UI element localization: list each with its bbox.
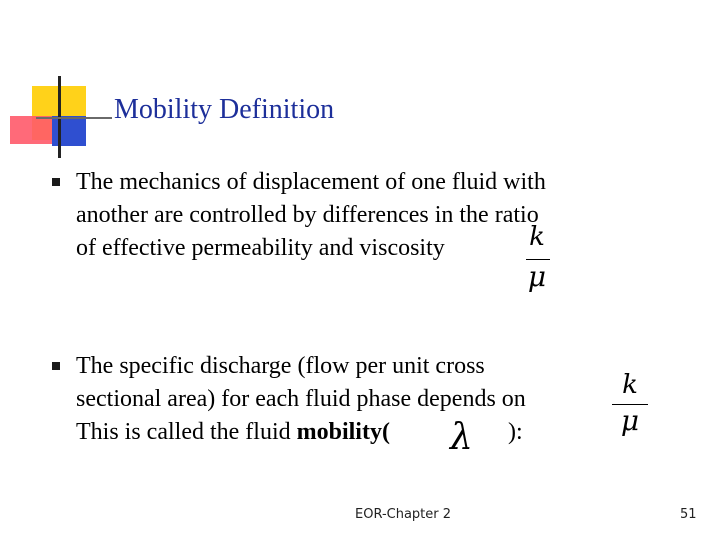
open-paren: ( [381, 419, 390, 445]
fraction-denominator: μ [527, 260, 547, 293]
bullet-1-line-1: The mechanics of displacement of one fluid with [76, 169, 546, 195]
bullet-marker [52, 362, 60, 370]
page-number: 51 [680, 507, 697, 522]
mobility-term: mobility [296, 419, 382, 445]
fraction-k-over-mu-2 [612, 370, 648, 440]
decor-horizontal-line [36, 117, 112, 119]
bullet-1-line-3: of effective permeability and viscosity [76, 235, 445, 261]
bullet-2-line-3-text: This is called the fluid [76, 419, 291, 445]
fraction-numerator: k [529, 222, 545, 252]
slide-title: Mobility Definition [114, 94, 335, 125]
bullet-marker [52, 178, 60, 186]
bullet-2-line-1: The specific discharge (flow per unit cross [76, 353, 485, 379]
lambda-symbol: λ [450, 417, 473, 458]
fraction-k-over-mu [522, 222, 552, 296]
bullet-2-line-2: sectional area) for each fluid phase depends on [76, 386, 526, 412]
close-paren: ): [508, 419, 523, 445]
decor-red-square [10, 116, 54, 144]
fraction-denominator: μ [620, 404, 640, 437]
footer-chapter: EOR-Chapter 2 [355, 507, 452, 522]
fraction-numerator: k [622, 370, 638, 400]
bullet-2-line-3 [76, 416, 390, 449]
bullet-1-line-2: another are controlled by differences in the ratio [76, 202, 539, 228]
